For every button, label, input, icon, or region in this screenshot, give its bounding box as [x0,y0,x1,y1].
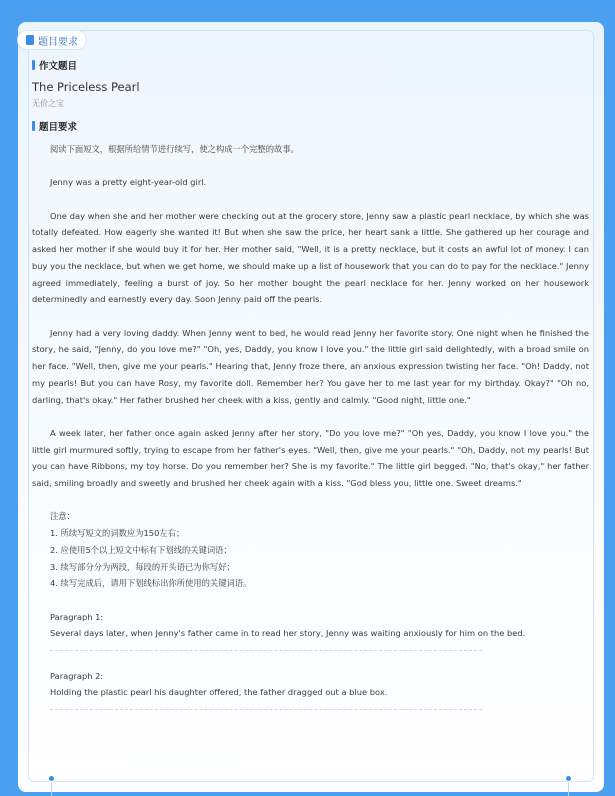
notes-title: 注意： [50,511,75,522]
answer-line-1[interactable] [50,642,482,651]
passage-paragraph: Jenny was a pretty eight-year-old girl. [50,177,207,188]
section-topic-heading [32,58,77,72]
section-topic-label: 作文题目 [39,61,78,72]
section-marker-icon [32,60,35,70]
note-item: 4. 续写完成后，请用下划线标出你所使用的关键词语。 [50,578,252,589]
tab-label: 题目要求 [38,36,78,48]
passage-paragraph: Jenny had a very loving daddy. When Jenny went to bed, he would read Jenny her favorite story. One night when he finished the story, he said, "Jenny, do you love me?" "Oh, yes, Daddy, you know I love you." the little girl said delightedly, with a broad smile on her face. "Well, then, give me your pearls." Hearing that, Jenny froze there, an anxious expression twisting her face. "Oh! Daddy, not my pearls! But you can have Rosy, my favorite doll. Remember her? You gave her to me last year for my birthday. Okay?" "Oh no, darling, that's okay." Her father brushed her cheek with a kiss, gently and calmly. "Good night, little one." [32,327,589,405]
paragraph2-label: Paragraph 2: [50,670,104,681]
essay-title: The Priceless Pearl [32,80,140,94]
instruction-text: 阅读下面短文，根据所给情节进行续写，使之构成一个完整的故事。 [50,144,299,154]
passage-paragraph: One day when she and her mother were checking out at the grocery store, Jenny saw a plastic pearl necklace, by which she was totally defeated. How eagerly she wanted it! But when she saw the price, her heart sank a little. She gathered up her courage and asked her mother if she would buy it for her. Her mother said, "Well, it is a pretty necklace, but it costs an awful lot of money. I can buy you the necklace, but when we get home, we should make up a list of housework that you can do to pay for the necklace." Jenny agreed immediately, feeling a burst of joy. So her mother bought the pearl necklace for her. Jenny worked on her housework determinedly and earnestly every day. Soon Jenny paid off the pearls. [32,210,589,305]
tab-requirements[interactable] [18,31,86,49]
note-item: 3. 续写部分分为两段，每段的开头语已为你写好； [50,561,235,572]
paragraph1-label: Paragraph 1: [50,611,104,622]
binder-pin-icon [48,775,55,796]
answer-line-2[interactable] [50,701,482,710]
paragraph2-opening: Holding the plastic pearl his daughter offered, the father dragged out a blue box. [50,687,388,698]
note-item: 1. 所续写短文的词数应为150左右； [50,528,185,539]
binder-pin-icon [565,775,572,796]
document-icon [26,35,34,45]
section-requirements-label: 题目要求 [39,122,78,133]
passage-paragraph: A week later, her father once again asked Jenny after her story, "Do you love me?" "Oh yes, Daddy, you know I love you." the little girl murmured softly, trying to escape from her father's eyes. "Well, then, give me your pearls." "Oh, Daddy, not my pearls! But you can have Ribbons, my toy horse. Do you remember her? She is my favorite." The little girl begged. "No, that's okay," her father said, smiling broadly and sweetly and brushed her cheek again with a kiss. "God bless you, little one. Sweet dreams." [32,427,589,488]
section-marker-icon [32,121,35,131]
essay-subtitle: 无价之宝 [32,99,64,108]
note-item: 2. 应使用5个以上短文中标有下划线的关键词语； [50,544,232,555]
passage-body [32,141,589,710]
paragraph1-opening: Several days later, when Jenny's father came in to read her story, Jenny was waiting anxiously for him on the bed. [50,628,526,639]
section-requirements-heading [32,119,77,133]
